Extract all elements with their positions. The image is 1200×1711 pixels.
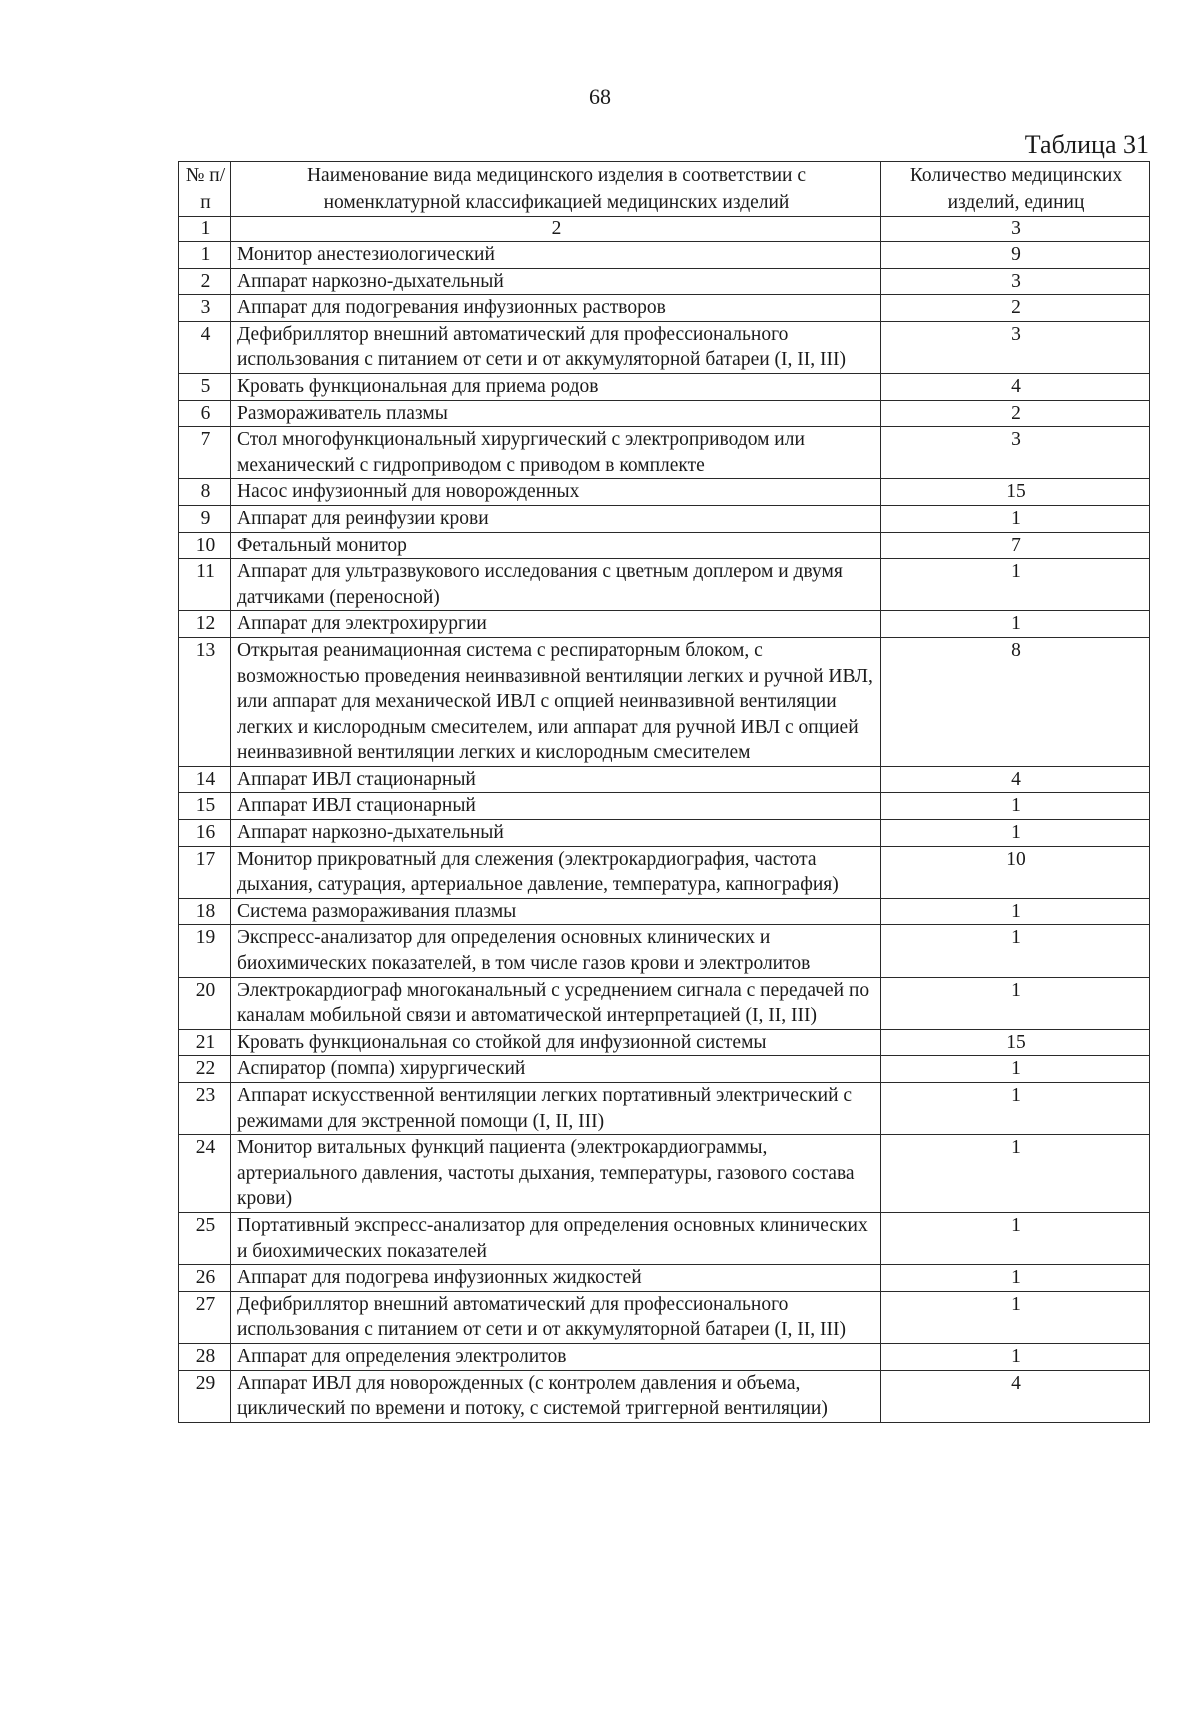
row-number: 11: [179, 559, 231, 611]
table-body: [179, 162, 1150, 1423]
header-number: № п/п: [179, 162, 231, 217]
row-number: 4: [179, 321, 231, 373]
table-row: [179, 1135, 1150, 1213]
row-number: 19: [179, 925, 231, 977]
column-numbers-row: [179, 217, 1150, 242]
row-number: 3: [179, 295, 231, 322]
table-row: [179, 925, 1150, 977]
table-row: [179, 793, 1150, 820]
row-number: 27: [179, 1291, 231, 1343]
device-name: Насос инфузионный для новорожденных: [231, 479, 881, 506]
device-name: Система размораживания плазмы: [231, 898, 881, 925]
device-quantity: 1: [881, 925, 1150, 977]
device-name: Аппарат ИВЛ стационарный: [231, 793, 881, 820]
table-row: [179, 1212, 1150, 1264]
device-quantity: 1: [881, 1265, 1150, 1292]
row-number: 21: [179, 1029, 231, 1056]
table-row: [179, 1056, 1150, 1083]
row-number: 6: [179, 400, 231, 427]
table-row: [179, 242, 1150, 269]
device-quantity: 2: [881, 400, 1150, 427]
device-name: Аппарат для подогревания инфузионных растворов: [231, 295, 881, 322]
row-number: 28: [179, 1343, 231, 1370]
row-number: 9: [179, 505, 231, 532]
column-number: 3: [881, 217, 1150, 242]
device-name: Аппарат ИВЛ для новорожденных (с контролем давления и объема, циклический по времени и потоку, с системой триггерной вентиляции): [231, 1370, 881, 1422]
device-quantity: 8: [881, 637, 1150, 766]
column-number: 1: [179, 217, 231, 242]
page-number: 68: [589, 84, 611, 109]
device-name: Аппарат для электрохирургии: [231, 611, 881, 638]
table-row: [179, 532, 1150, 559]
table-row: [179, 766, 1150, 793]
table-row: [179, 295, 1150, 322]
device-name: Дефибриллятор внешний автоматический для профессионального использования с питанием от сети и от аккумуляторной батареи (I, II, III): [231, 321, 881, 373]
table-row: [179, 1370, 1150, 1422]
device-name: Аппарат искусственной вентиляции легких портативный электрический с режимами для экстренной помощи (I, II, III): [231, 1083, 881, 1135]
device-name: Открытая реанимационная система с респираторным блоком, с возможностью проведения неинвазивной вентиляции легких и ручной ИВЛ, или аппарат для механической ИВЛ с опцией неинвазивной вентиляции легких и кислородным смесителем, или аппарат для ручной ИВЛ с опцией неинвазивной вентиляции легких и кислородным смесителем: [231, 637, 881, 766]
table-row: [179, 637, 1150, 766]
table-row: [179, 373, 1150, 400]
device-quantity: 1: [881, 1212, 1150, 1264]
table-row: [179, 559, 1150, 611]
device-quantity: 1: [881, 793, 1150, 820]
table-row: [179, 846, 1150, 898]
device-name: Фетальный монитор: [231, 532, 881, 559]
device-name: Стол многофункциональный хирургический с электроприводом или механический с гидроприводом с приводом в комплекте: [231, 427, 881, 479]
device-quantity: 1: [881, 1135, 1150, 1213]
device-name: Портативный экспресс-анализатор для определения основных клинических и биохимических показателей: [231, 1212, 881, 1264]
device-name: Аппарат наркозно-дыхательный: [231, 268, 881, 295]
row-number: 24: [179, 1135, 231, 1213]
table-row: [179, 898, 1150, 925]
table-row: [179, 1029, 1150, 1056]
table-row: [179, 611, 1150, 638]
row-number: 17: [179, 846, 231, 898]
header-device-name: Наименование вида медицинского изделия в соответствии с номенклатурной классификацией медицинских изделий: [231, 162, 881, 217]
device-quantity: 2: [881, 295, 1150, 322]
device-name: Аспиратор (помпа) хирургический: [231, 1056, 881, 1083]
device-quantity: 1: [881, 898, 1150, 925]
device-quantity: 4: [881, 1370, 1150, 1422]
device-name: Аппарат для ультразвукового исследования с цветным доплером и двумя датчиками (переносной): [231, 559, 881, 611]
table-row: [179, 1265, 1150, 1292]
device-quantity: 15: [881, 479, 1150, 506]
table-row: [179, 400, 1150, 427]
device-name: Электрокардиограф многоканальный с усреднением сигнала с передачей по каналам мобильной связи и автоматической интерпретацией (I, II, III): [231, 977, 881, 1029]
table-row: [179, 321, 1150, 373]
table-row: [179, 1291, 1150, 1343]
table-row: [179, 479, 1150, 506]
row-number: 20: [179, 977, 231, 1029]
table-row: [179, 1343, 1150, 1370]
row-number: 29: [179, 1370, 231, 1422]
device-quantity: 15: [881, 1029, 1150, 1056]
device-quantity: 4: [881, 766, 1150, 793]
device-name: Размораживатель плазмы: [231, 400, 881, 427]
table-row: [179, 427, 1150, 479]
device-quantity: 3: [881, 427, 1150, 479]
device-quantity: 7: [881, 532, 1150, 559]
device-name: Дефибриллятор внешний автоматический для профессионального использования с питанием от сети и от аккумуляторной батареи (I, II, III): [231, 1291, 881, 1343]
row-number: 22: [179, 1056, 231, 1083]
device-name: Аппарат для реинфузии крови: [231, 505, 881, 532]
row-number: 25: [179, 1212, 231, 1264]
device-name: Аппарат наркозно-дыхательный: [231, 820, 881, 847]
device-quantity: 1: [881, 505, 1150, 532]
device-quantity: 1: [881, 1343, 1150, 1370]
device-name: Монитор анестезиологический: [231, 242, 881, 269]
row-number: 18: [179, 898, 231, 925]
table-row: [179, 820, 1150, 847]
row-number: 23: [179, 1083, 231, 1135]
table-row: [179, 505, 1150, 532]
device-quantity: 1: [881, 1083, 1150, 1135]
device-quantity: 1: [881, 1291, 1150, 1343]
table-row: [179, 977, 1150, 1029]
row-number: 5: [179, 373, 231, 400]
table-caption: Таблица 31: [1024, 130, 1149, 159]
row-number: 12: [179, 611, 231, 638]
device-quantity: 3: [881, 321, 1150, 373]
device-quantity: 1: [881, 611, 1150, 638]
row-number: 26: [179, 1265, 231, 1292]
medical-devices-table: [178, 161, 1150, 1423]
row-number: 8: [179, 479, 231, 506]
device-quantity: 1: [881, 820, 1150, 847]
row-number: 7: [179, 427, 231, 479]
device-quantity: 1: [881, 559, 1150, 611]
device-name: Аппарат для подогрева инфузионных жидкостей: [231, 1265, 881, 1292]
column-number: 2: [231, 217, 881, 242]
device-name: Кровать функциональная со стойкой для инфузионной системы: [231, 1029, 881, 1056]
device-quantity: 1: [881, 1056, 1150, 1083]
row-number: 10: [179, 532, 231, 559]
device-name: Монитор прикроватный для слежения (электрокардиография, частота дыхания, сатурация, артериальное давление, температура, капнография): [231, 846, 881, 898]
device-name: Кровать функциональная для приема родов: [231, 373, 881, 400]
device-quantity: 9: [881, 242, 1150, 269]
device-quantity: 4: [881, 373, 1150, 400]
device-name: Аппарат для определения электролитов: [231, 1343, 881, 1370]
row-number: 14: [179, 766, 231, 793]
table-header-row: [179, 162, 1150, 217]
header-quantity: Количество медицинских изделий, единиц: [881, 162, 1150, 217]
device-name: Экспресс-анализатор для определения основных клинических и биохимических показателей, в том числе газов крови и электролитов: [231, 925, 881, 977]
device-quantity: 3: [881, 268, 1150, 295]
row-number: 15: [179, 793, 231, 820]
row-number: 16: [179, 820, 231, 847]
device-name: Монитор витальных функций пациента (электрокардиограммы, артериального давления, частоты дыхания, температуры, газового состава крови): [231, 1135, 881, 1213]
row-number: 13: [179, 637, 231, 766]
table-row: [179, 268, 1150, 295]
table-row: [179, 1083, 1150, 1135]
device-quantity: 10: [881, 846, 1150, 898]
device-name: Аппарат ИВЛ стационарный: [231, 766, 881, 793]
row-number: 1: [179, 242, 231, 269]
row-number: 2: [179, 268, 231, 295]
device-quantity: 1: [881, 977, 1150, 1029]
